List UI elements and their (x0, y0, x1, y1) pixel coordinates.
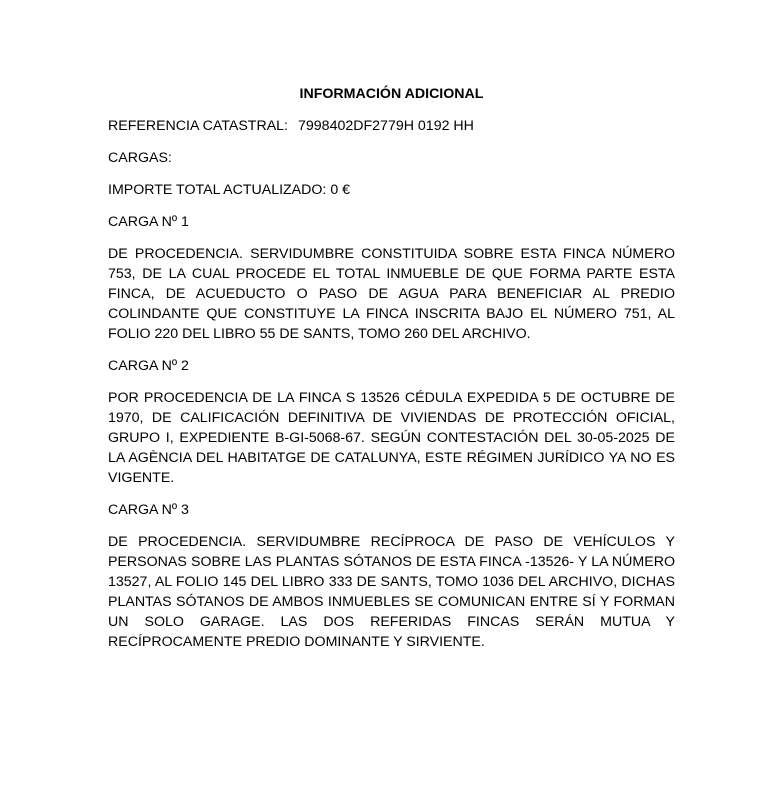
importe-total: IMPORTE TOTAL ACTUALIZADO: 0 € (108, 182, 351, 198)
carga-3-text: DE PROCEDENCIA. SERVIDUMBRE RECÍPROCA DE PASO DE VEHÍCULOS Y PERSONAS SOBRE LAS PLANTAS SÓTANOS DE ESTA FINCA -13526- Y LA NÚMERO 13527, AL FOLIO 145 DEL LIBRO 333 DE SANTS, TOMO 1036 DEL ARCHIVO, DICHAS PLANTAS SÓTANOS DE AMBOS INMUEBLES SE COMUNICAN ENTRE SÍ Y FORMAN UN SOLO GARAGE. LAS DOS REFERIDAS FINCAS SERÁN MUTUA Y RECÍPROCAMENTE PREDIO DOMINANTE Y SIRVIENTE. (108, 534, 675, 650)
cargas-label: CARGAS: (108, 150, 172, 166)
referencia-label: REFERENCIA CATASTRAL: (108, 118, 289, 134)
carga-2-heading: CARGA Nº 2 (108, 358, 189, 374)
carga-1-heading: CARGA Nº 1 (108, 214, 189, 230)
referencia-value: 7998402DF2779H 0192 HH (298, 118, 474, 134)
document-page (108, 84, 675, 664)
carga-1-text: DE PROCEDENCIA. SERVIDUMBRE CONSTITUIDA SOBRE ESTA FINCA NÚMERO 753, DE LA CUAL PROCEDE EL TOTAL INMUEBLE DE QUE FORMA PARTE ESTA FINCA, DE ACUEDUCTO O PASO DE AGUA PARA BENEFICIAR AL PREDIO COLINDANTE QUE CONSTITUYE LA FINCA INSCRITA BAJO EL NÚMERO 751, AL FOLIO 220 DEL LIBRO 55 DE SANTS, TOMO 260 DEL ARCHIVO. (108, 246, 675, 342)
carga-2-text: POR PROCEDENCIA DE LA FINCA S 13526 CÉDULA EXPEDIDA 5 DE OCTUBRE DE 1970, DE CALIFICACIÓN DEFINITIVA DE VIVIENDAS DE PROTECCIÓN OFICIAL, GRUPO I, EXPEDIENTE B-GI-5068-67. SEGÚN CONTESTACIÓN DEL 30-05-2025 DE LA AGÈNCIA DEL HABITATGE DE CATALUNYA, ESTE RÉGIMEN JURÍDICO YA NO ES VIGENTE. (108, 390, 675, 486)
carga-3-heading: CARGA Nº 3 (108, 502, 189, 518)
referencia-catastral (108, 116, 675, 136)
document-title: INFORMACIÓN ADICIONAL (299, 86, 484, 102)
